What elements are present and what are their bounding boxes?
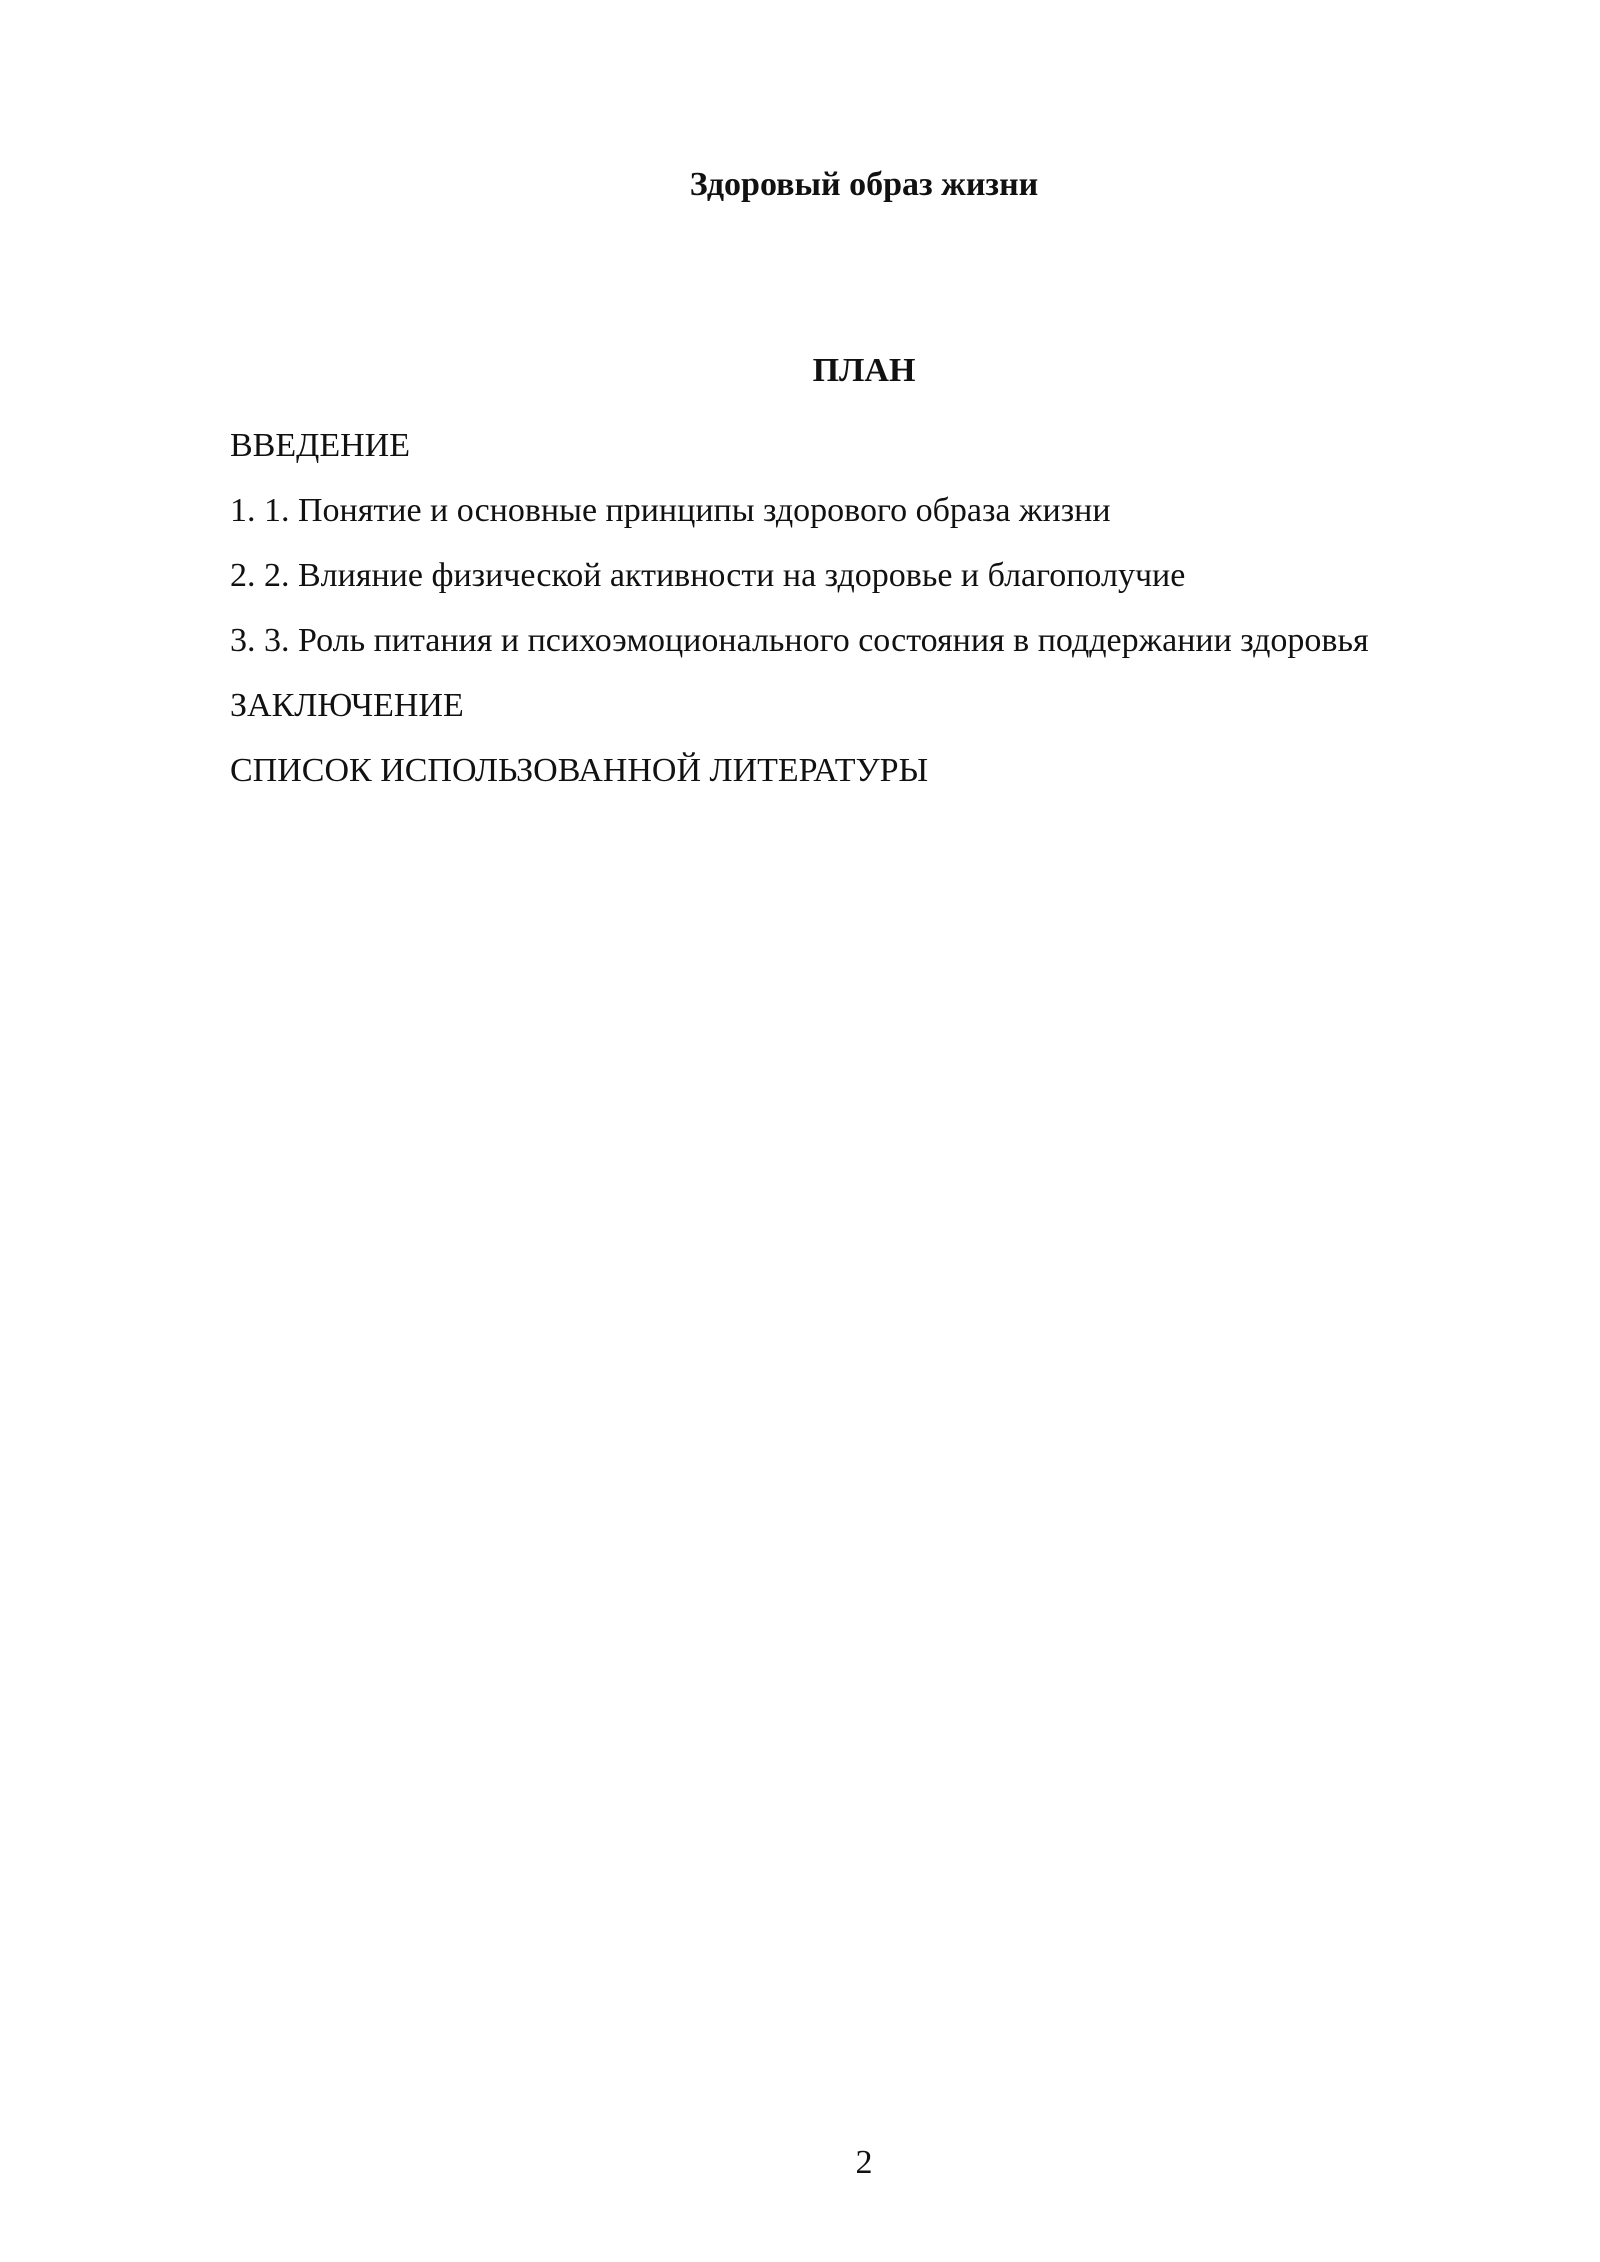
toc-item-references: СПИСОК ИСПОЛЬЗОВАННОЙ ЛИТЕРАТУРЫ <box>230 752 929 789</box>
page-number: 2 <box>855 2144 873 2181</box>
toc-item-chapter-2: 2. 2. Влияние физической активности на здоровье и благополучие <box>230 557 1186 594</box>
table-of-contents <box>230 418 1380 808</box>
plan-heading: ПЛАН <box>812 352 916 389</box>
toc-item-chapter-1: 1. 1. Понятие и основные принципы здорового образа жизни <box>230 492 1111 529</box>
toc-item-introduction: ВВЕДЕНИЕ <box>230 427 410 464</box>
toc-item-conclusion: ЗАКЛЮЧЕНИЕ <box>230 687 464 724</box>
document-title: Здоровый образ жизни <box>689 166 1039 203</box>
toc-item-chapter-3: 3. 3. Роль питания и психоэмоционального состояния в поддержании здоровья <box>230 622 1369 659</box>
